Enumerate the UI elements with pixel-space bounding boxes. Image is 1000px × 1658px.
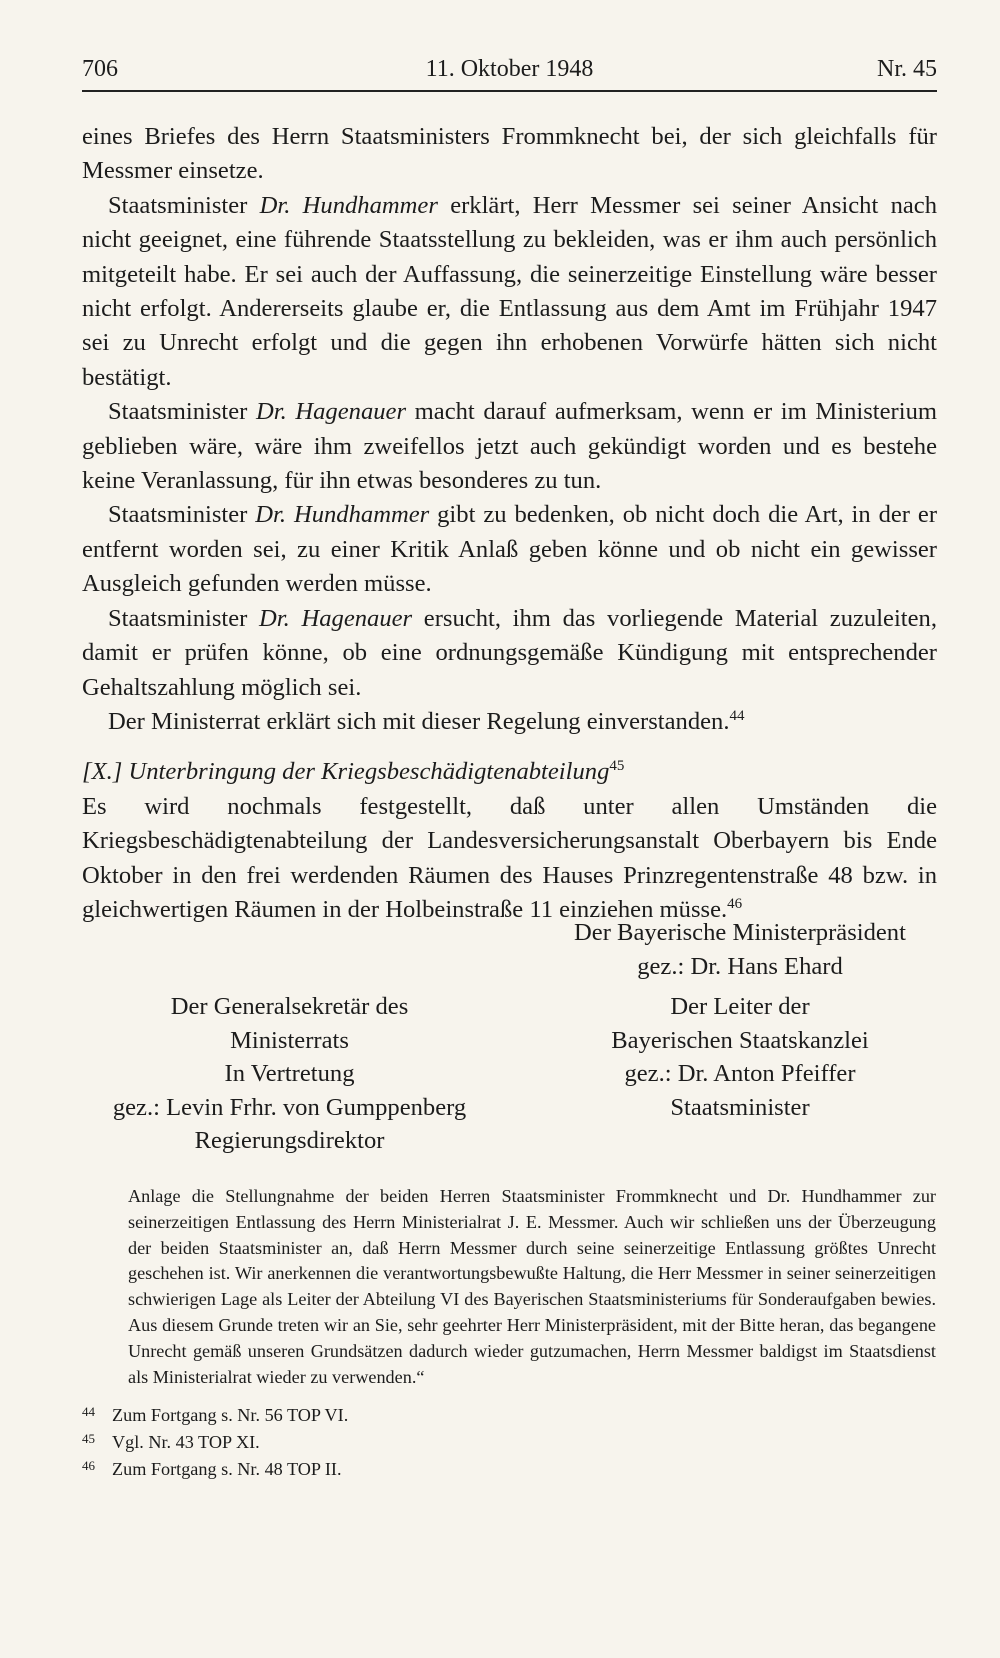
paragraph-7 [82,790,937,928]
footnote-text: Zum Fortgang s. Nr. 48 TOP II. [112,1459,342,1479]
signature-line: Staatsminister [670,1093,810,1121]
footnote-46 [82,1454,937,1481]
paragraph-3 [82,395,937,498]
page-header [82,56,937,92]
footnote-45 [82,1427,937,1454]
section-title: [X.] Unterbringung der Kriegsbeschädigtenabteilung [82,758,610,786]
signature-line: In Vertretung [224,1060,355,1087]
paragraph-4 [82,498,937,601]
speaker-prefix: Staatsminister [108,604,260,632]
footnote-ref: 44 [729,707,745,724]
footnote-ref: 45 [609,758,625,775]
section-heading [82,755,937,789]
signature-line: Der Bayerische Ministerpräsident [574,919,906,946]
paragraph-text: macht darauf aufmerksam, wenn er im Ministerium geblieben wäre, wäre ihm zweifellos jetzt auch gekündigt worden und es bestehe keine Veranlassung, für ihn etwas besonderes zu tun. [82,398,937,495]
main-text [82,120,937,927]
speaker-name: Dr. Hagenauer [255,398,407,426]
signature-line: gez.: Levin Frhr. von Gumppenberg [112,1093,467,1121]
header-date: 11. Oktober 1948 [425,56,594,82]
footnote-continuation: Anlage die Stellungnahme der beiden Herren Staatsminister Frommknecht und Dr. Hundhammer zur seinerzeitigen Entlassung des Herrn Ministerialrat J. E. Messmer. Auch wir schließen uns der Überzeugung der beiden Staatsminister an, daß Herrn Messmer durch seine seinerzeitige Entlassung größtes Unrecht geschehen ist. Wir anerkennen die verantwortungsbewußte Haltung, die Herr Messmer in seiner seinerzeitigen schwierigen Lage als Leiter der Abteilung VI des Bayerischen Staatsministeriums für Sonderaufgaben bewies. Aus diesem Grunde treten wir an Sie, sehr geehrter Herr Ministerpräsident, mit der Bitte heran, das begangene Unrecht gemäß unseren Grundsätzen dadurch wieder gutzumachen, Herrn Messmer baldigst im Staatsdienst als Ministerialrat wieder zu verwenden.“ [128,1186,936,1387]
paragraph-text: ersucht, ihm das vorliegende Material zuzuleiten, damit er prüfen könne, ob eine ordnungsgemäße Kündigung mit entsprechender Gehaltszahlung möglich sei. [82,604,937,701]
footnote-number: 46 [82,1458,95,1473]
signature-chancellery-head [500,990,980,1124]
signature-line: Bayerischen Staatskanzlei [611,1026,869,1054]
speaker-prefix: Staatsminister [108,191,260,219]
signature-line: gez.: Dr. Anton Pfeiffer [624,1060,856,1087]
issue-number: Nr. 45 [877,56,937,82]
paragraph-text: gibt zu bedenken, ob nicht doch die Art, in der er entfernt worden sei, zu einer Kritik Anlaß geben könne und ob nicht ein gewisser Ausgleich gefunden werden müsse. [82,501,938,598]
signature-line: Regierungsdirektor [194,1127,385,1154]
page-number: 706 [82,56,118,82]
footnote-44 [82,1400,937,1427]
signature-line: gez.: Dr. Hans Ehard [637,953,843,980]
speaker-prefix: Staatsminister [108,501,256,529]
speaker-name: Dr. Hundhammer [259,191,438,219]
signature-line: Der Generalsekretär des [170,993,409,1020]
speaker-name: Dr. Hagenauer [259,604,413,632]
speaker-name: Dr. Hundhammer [255,501,430,529]
paragraph-6 [82,705,937,739]
signature-minister-president [500,916,980,984]
footnote-number: 44 [82,1404,95,1419]
speaker-prefix: Staatsminister [108,398,256,426]
footnote-text: Vgl. Nr. 43 TOP XI. [112,1432,260,1452]
footnote-text: Zum Fortgang s. Nr. 56 TOP VI. [112,1405,349,1425]
signature-line: Der Leiter der [670,993,810,1020]
paragraph-5 [82,602,937,705]
footnotes [82,1400,937,1481]
paragraph-text: Der Ministerrat erklärt sich mit dieser Regelung einverstanden. [108,707,730,735]
signature-general-secretary [52,990,527,1158]
paragraph-2 [82,189,937,395]
paragraph-text: Es wird nochmals festgestellt, daß unter allen Umständen die Kriegsbeschädigtenabteilung der Landesversicherungsanstalt Oberbayern bis Ende Oktober in den frei werdenden Räumen des Hauses Prinzregentenstraße 48 bzw. in gleichwertigen Räumen in der Holbeinstraße 11 einziehen müsse. [82,792,937,923]
footnote-number: 45 [82,1431,95,1446]
signature-line: Ministerrats [230,1026,349,1054]
paragraph-1: eines Briefes des Herrn Staatsministers Frommknecht bei, der sich gleichfalls für Messmer einsetze. [82,123,937,185]
paragraph-text: erklärt, Herr Messmer sei seiner Ansicht nach nicht geeignet, eine führende Staatsstellung zu bekleiden, was er ihm auch persönlich mitgeteilt habe. Er sei auch der Auffassung, die seinerzeitige Einstellung wäre besser nicht erfolgt. Andererseits glaube er, die Entlassung aus dem Amt im Frühjahr 1947 sei zu Unrecht erfolgt und die gegen ihn erhobenen Vorwürfe hätten sich nicht bestätigt. [82,191,938,391]
footnote-ref: 46 [727,895,743,912]
